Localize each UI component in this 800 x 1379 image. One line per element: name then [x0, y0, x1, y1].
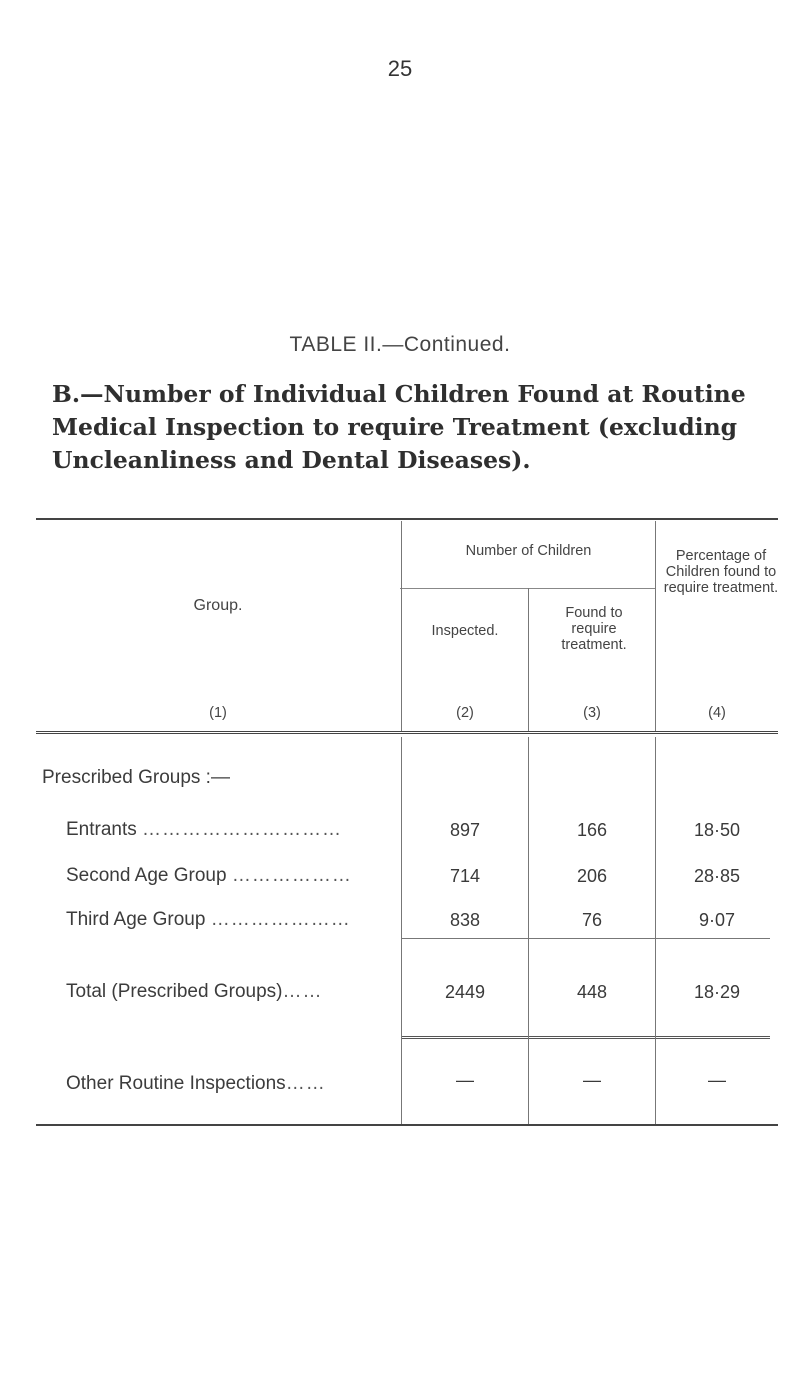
- table-top-rule: [36, 518, 778, 520]
- inspected-value: 714: [449, 866, 481, 886]
- row-group-label: [66, 865, 352, 887]
- row-group-name: Other Routine Inspections: [66, 1073, 286, 1094]
- column-number-3: (3): [583, 705, 601, 721]
- inspected-value: —: [456, 1070, 474, 1090]
- table-bottom-rule: [36, 1124, 778, 1126]
- subtotal-rule: [402, 938, 770, 939]
- percentage-value: —: [708, 1070, 726, 1090]
- row-group-name: Second Age Group: [66, 865, 227, 886]
- column-number-4: (4): [708, 705, 726, 721]
- header-inspected: Inspected.: [431, 623, 499, 639]
- row-group-name: Entrants: [66, 819, 137, 840]
- found-value: 76: [581, 910, 603, 930]
- inspected-value: 2449: [444, 982, 486, 1002]
- percentage-value: 28·85: [693, 866, 741, 886]
- section-label: Prescribed Groups :—: [42, 767, 230, 788]
- header-found-to-require-treatment: Found to require treatment.: [561, 605, 627, 653]
- total-double-rule: [402, 1036, 770, 1041]
- percentage-value: 9·07: [698, 910, 736, 930]
- row-group-label: [66, 981, 322, 1003]
- header-number-of-children: Number of Children: [465, 543, 592, 559]
- leader-dots: ……: [285, 1073, 326, 1094]
- row-group-name: Third Age Group: [66, 909, 206, 930]
- header-percentage: Percentage of Children found to require treatment.: [663, 548, 779, 596]
- row-group-label: [66, 819, 342, 841]
- row-group-label: [66, 909, 351, 931]
- row-group-label: [66, 1073, 326, 1095]
- row-group-name: Total (Prescribed Groups): [66, 981, 283, 1002]
- found-value: 166: [576, 820, 608, 840]
- leader-dots: …………………………: [142, 819, 343, 840]
- found-value: —: [583, 1070, 601, 1090]
- inspected-value: 838: [449, 910, 481, 930]
- leader-dots: …………………: [210, 909, 351, 930]
- percentage-value: 18·29: [693, 982, 741, 1002]
- header-group: Group.: [193, 597, 243, 614]
- percentage-value: 18·50: [693, 820, 741, 840]
- found-value: 448: [576, 982, 608, 1002]
- table-caption: TABLE II.—Continued.: [289, 333, 511, 356]
- leader-dots: ………………: [231, 865, 352, 886]
- section-heading: B.—Number of Individual Children Found at Routine Medical Inspection to require Treatment (excluding Uncleanliness and Dental Diseases).: [52, 380, 746, 474]
- column-number-1: (1): [209, 705, 227, 721]
- inspected-value: 897: [449, 820, 481, 840]
- header-bottom-rule: [36, 731, 778, 736]
- leader-dots: ……: [282, 981, 323, 1002]
- found-value: 206: [576, 866, 608, 886]
- page-number: 25: [387, 56, 413, 81]
- column-divider-3: [655, 521, 656, 731]
- column-number-2: (2): [456, 705, 474, 721]
